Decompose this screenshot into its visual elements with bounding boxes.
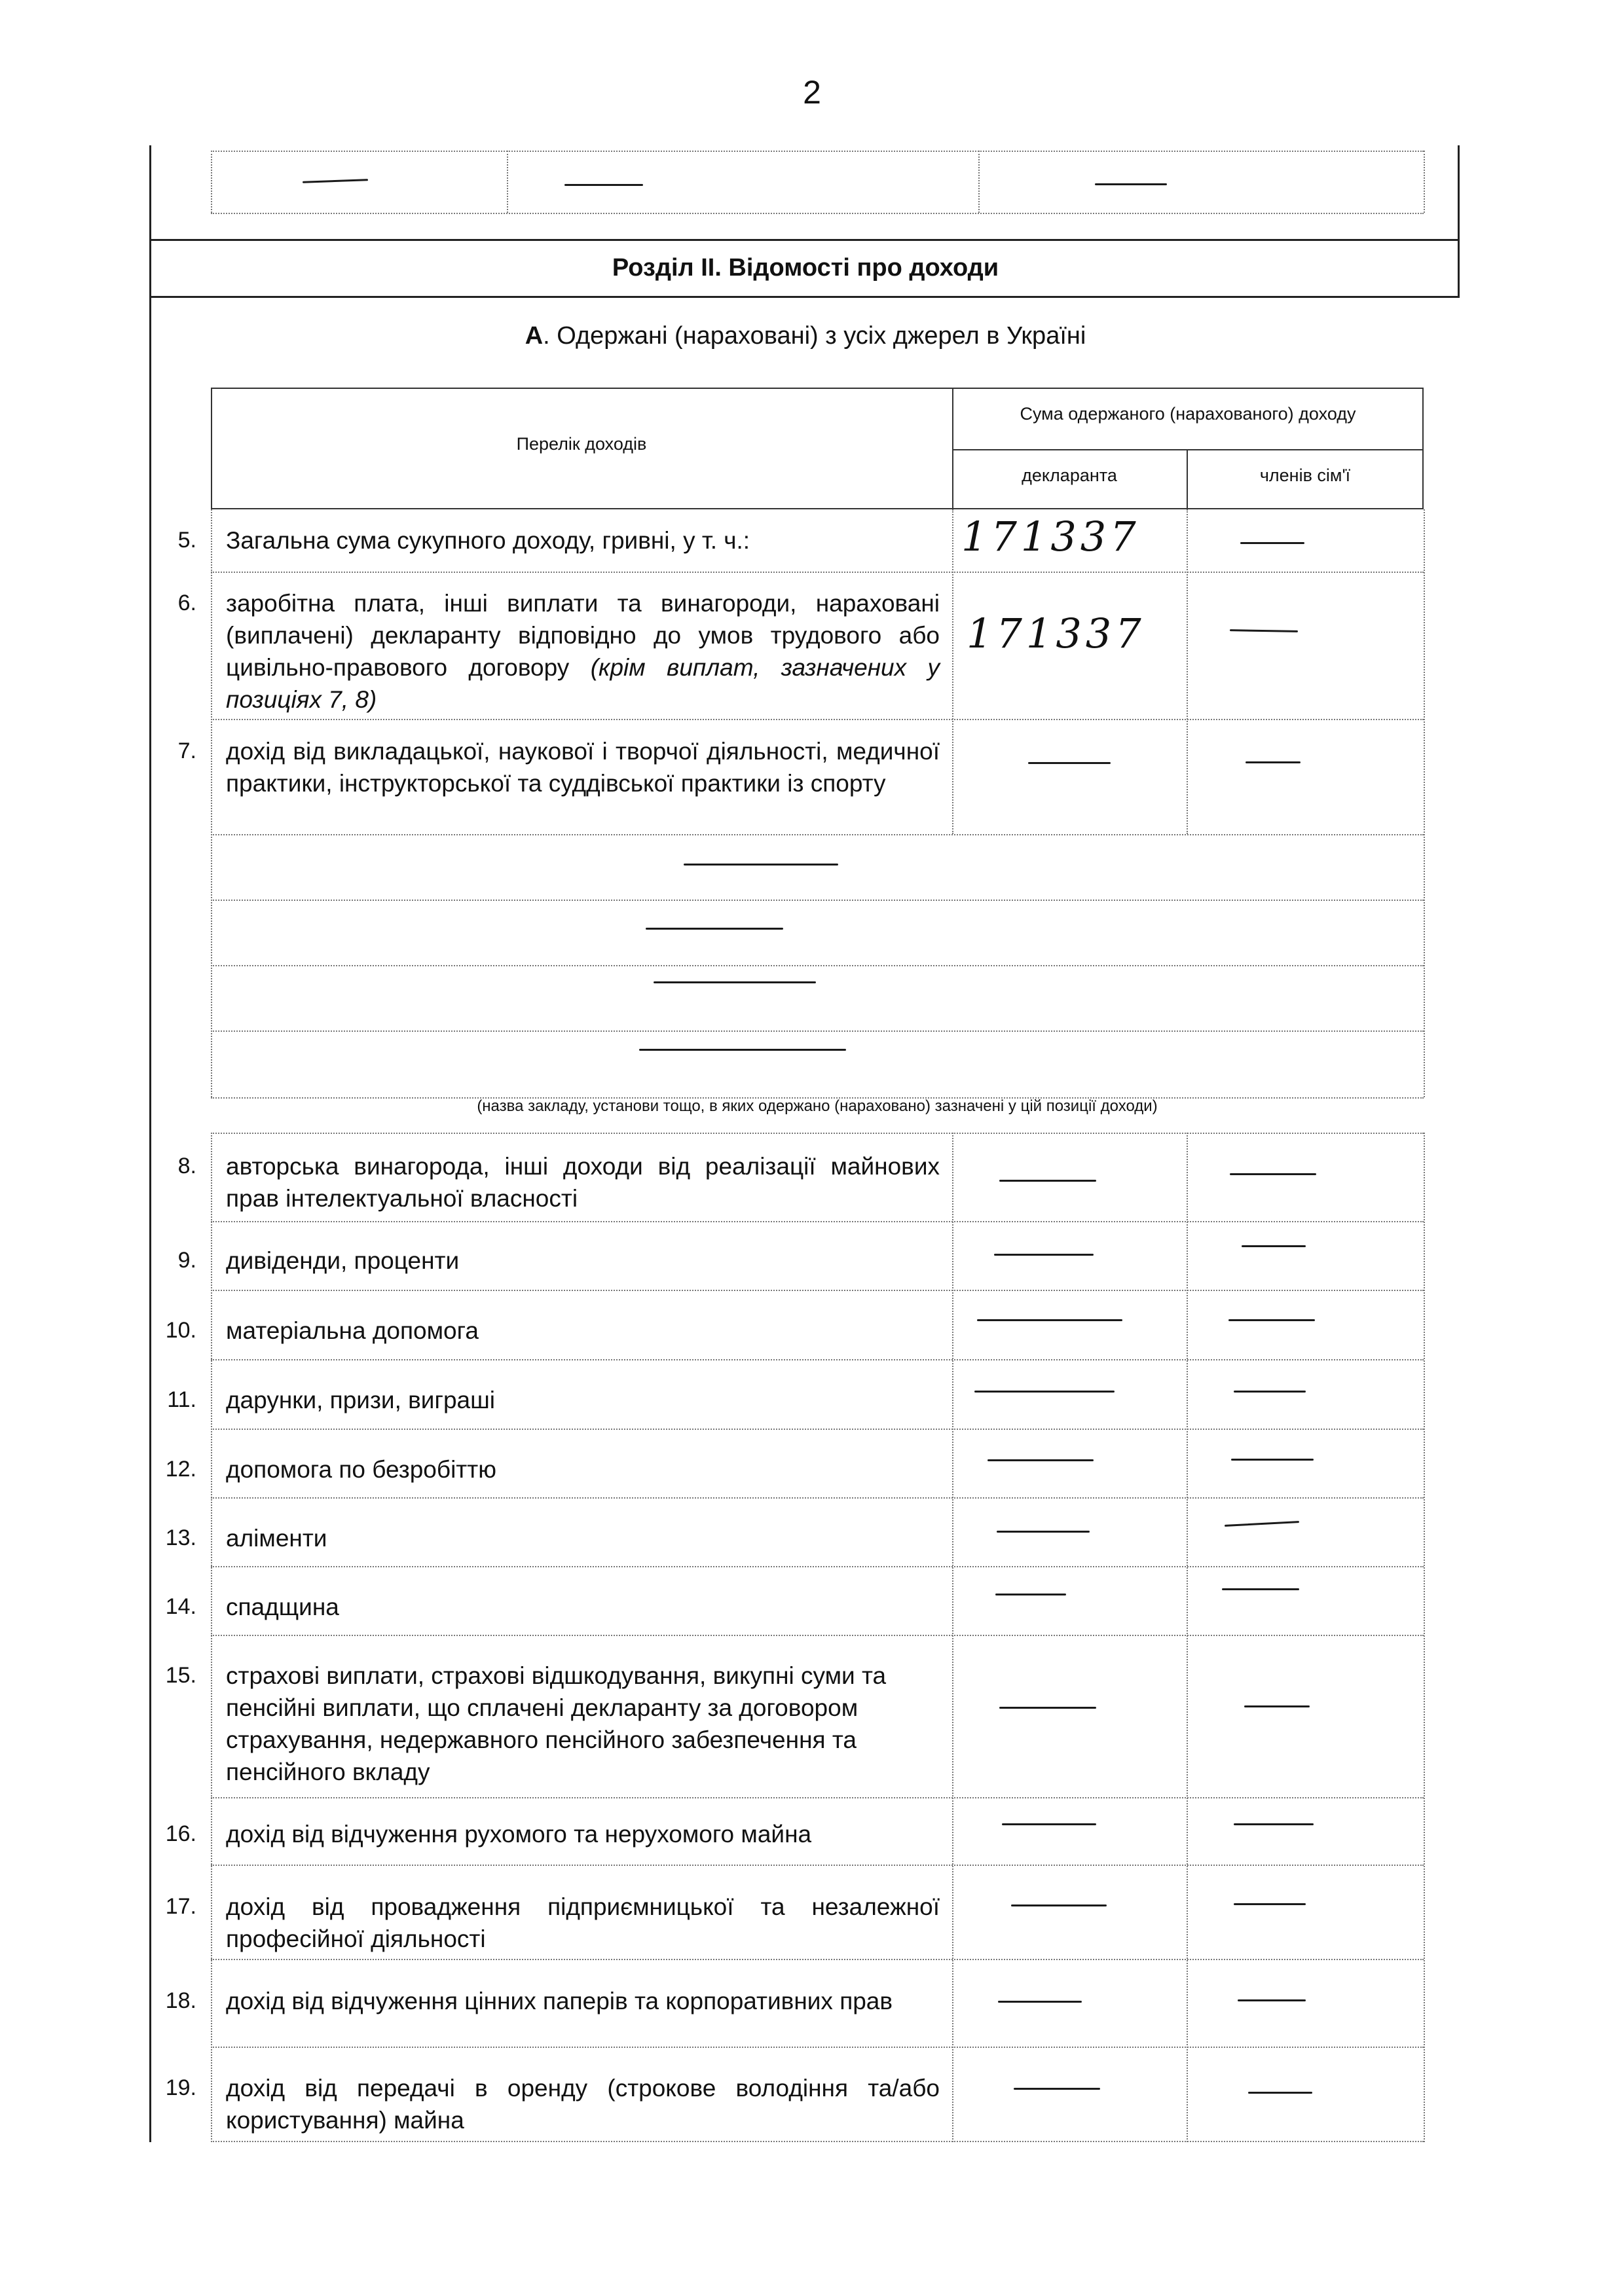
grid-left [211,509,212,1097]
row-number: 6. [177,591,196,615]
header-sub-divider [952,449,1424,450]
row-label: допомога по безробіттю [226,1456,496,1483]
row-separator [211,1133,1424,1134]
row-label: Загальна сума сукупного доходу, гривні, у т. ч.: [226,527,750,554]
row-label: спадщина [226,1594,339,1620]
section-title: Розділ ІІ. Відомості про доходи [612,254,999,282]
grid-right [1424,1133,1425,2142]
declarant-dash [999,1180,1096,1182]
row-separator [211,1865,1424,1866]
declarant-dash [1014,2088,1100,2090]
row-separator [211,1959,1424,1960]
top-table-top [211,151,1424,152]
grid-declarant-col [952,509,953,834]
section-top-rule [149,239,1460,241]
declarant-amount: 171337 [961,513,1140,560]
row-number: 12. [165,1457,196,1482]
top-table-col-2 [507,151,508,213]
grid-family-col [1187,1133,1188,2142]
family-dash [1242,1245,1306,1247]
row-separator [211,719,1424,720]
family-dash [1244,1705,1310,1707]
institution-dash [646,928,783,930]
family-dash [1222,1588,1299,1590]
row-number: 16. [165,1821,196,1846]
header-income-sum: Сума одержаного (нарахованого) доходу [1020,404,1356,424]
row-label: дохід від викладацької, наукової і творчої діяльності, медичної практики, інструкторської та суддівської практики із спорту [226,738,940,797]
row-separator [211,1359,1424,1360]
top-table-bottom [211,213,1424,214]
row-label: дохід від відчуження рухомого та нерухомого майна [226,1821,812,1848]
row-number: 17. [165,1894,196,1919]
row-separator [211,572,1424,573]
row-label: дивіденди, проценти [226,1247,460,1274]
header-declarant: декларанта [1022,465,1117,485]
row-number: 7. [177,738,196,763]
row-number: 13. [165,1525,196,1550]
family-dash [1231,1459,1314,1461]
section-bottom-rule [149,296,1460,298]
declarant-dash [995,1594,1066,1595]
row-label: матеріальна допомога [226,1317,479,1344]
declarant-dash [997,1531,1090,1533]
row-separator [211,834,1424,835]
family-dash [1225,1521,1299,1527]
declarant-dash [974,1391,1115,1393]
subsection-text: . Одержані (нараховані) з усіх джерел в Україні [543,322,1086,350]
top-table-col-4 [1424,151,1425,213]
page-number: 2 [803,74,821,111]
grid-family-col [1187,509,1188,834]
row-label: дарунки, призи, виграші [226,1387,496,1413]
row-separator [211,1497,1424,1499]
row-number: 10. [165,1318,196,1343]
header-income-list: Перелік доходів [516,434,647,454]
handwritten-dash [564,184,643,186]
row-number: 5. [177,528,196,553]
declarant-dash [1011,1904,1107,1906]
row-separator [211,1221,1424,1222]
family-dash [1246,761,1301,763]
handwritten-dash [1095,183,1167,185]
family-dash [1230,1173,1316,1175]
row-number: 19. [165,2075,196,2100]
declarant-dash [977,1319,1122,1321]
institution-dash [654,981,816,983]
row-number: 15. [165,1663,196,1688]
row-label-italic: (крім виплат, зазначених у позиціях 7, 8) [226,654,940,713]
institution-dash [684,864,838,866]
family-dash [1238,1999,1306,2001]
row-separator [211,2141,1424,2142]
family-dash [1240,542,1304,544]
row-label: страхові виплати, страхові відшкодування, викупні суми та пенсійні виплати, що сплачені декларанту за договором страхування, недержавного пенсійного забезпечення та пенсійного вкладу [226,1662,887,1785]
row-separator [211,1797,1424,1798]
grid-declarant-col [952,1133,953,2142]
row-number: 18. [165,1988,196,2013]
declarant-dash [998,2001,1082,2003]
family-dash [1230,629,1298,632]
institution-dash [639,1049,846,1051]
handwritten-dash [303,179,368,183]
declarant-dash [987,1459,1094,1461]
subsection-letter: А [525,322,544,350]
row-separator [211,1635,1424,1636]
row-separator [211,1290,1424,1291]
row-label: дохід від передачі в оренду (строкове володіння та/або користування) майна [226,2075,940,2134]
row-label-text: заробітна плата, інші виплати та винагороди, нараховані (виплачені) декларанту відповідно до умов трудового або цивільно-правового договору [226,590,940,681]
top-table-col-3 [978,151,980,213]
institution-line [211,1030,1424,1032]
row-label: аліменти [226,1525,327,1552]
family-dash [1234,1903,1306,1905]
family-dash [1234,1391,1306,1393]
institution-line [211,900,1424,901]
top-table-col-1 [211,151,212,213]
family-dash [1234,1823,1314,1825]
row-separator [211,2047,1424,2048]
row-label: дохід від відчуження цінних паперів та корпоративних прав [226,1988,893,2014]
row-separator [211,1429,1424,1430]
family-dash [1248,2092,1312,2094]
institution-note: (назва закладу, установи тощо, в яких одержано (нараховано) зазначені у цій позиції доходи) [477,1097,1158,1115]
declarant-dash [1028,762,1111,764]
row-number: 8. [177,1154,196,1178]
grid-right [1424,509,1425,1097]
family-dash [1228,1319,1315,1321]
row-label: авторська винагорода, інші доходи від реалізації майнових прав інтелектуальної власності [226,1153,940,1212]
subsection-title [151,322,1460,350]
institution-line [211,965,1424,966]
declarant-amount: 171337 [967,610,1145,657]
row-number: 14. [165,1594,196,1619]
header-family: членів сім'ї [1259,465,1351,485]
row-number: 9. [177,1248,196,1273]
declarant-dash [1002,1823,1096,1825]
row-separator [211,1566,1424,1567]
row-label: дохід від провадження підприємницької та незалежної професійної діяльності [226,1893,940,1952]
row-label [226,587,940,716]
declarant-dash [994,1254,1094,1256]
declarant-dash [999,1707,1096,1709]
grid-left [211,1133,212,2142]
row-number: 11. [167,1387,196,1412]
